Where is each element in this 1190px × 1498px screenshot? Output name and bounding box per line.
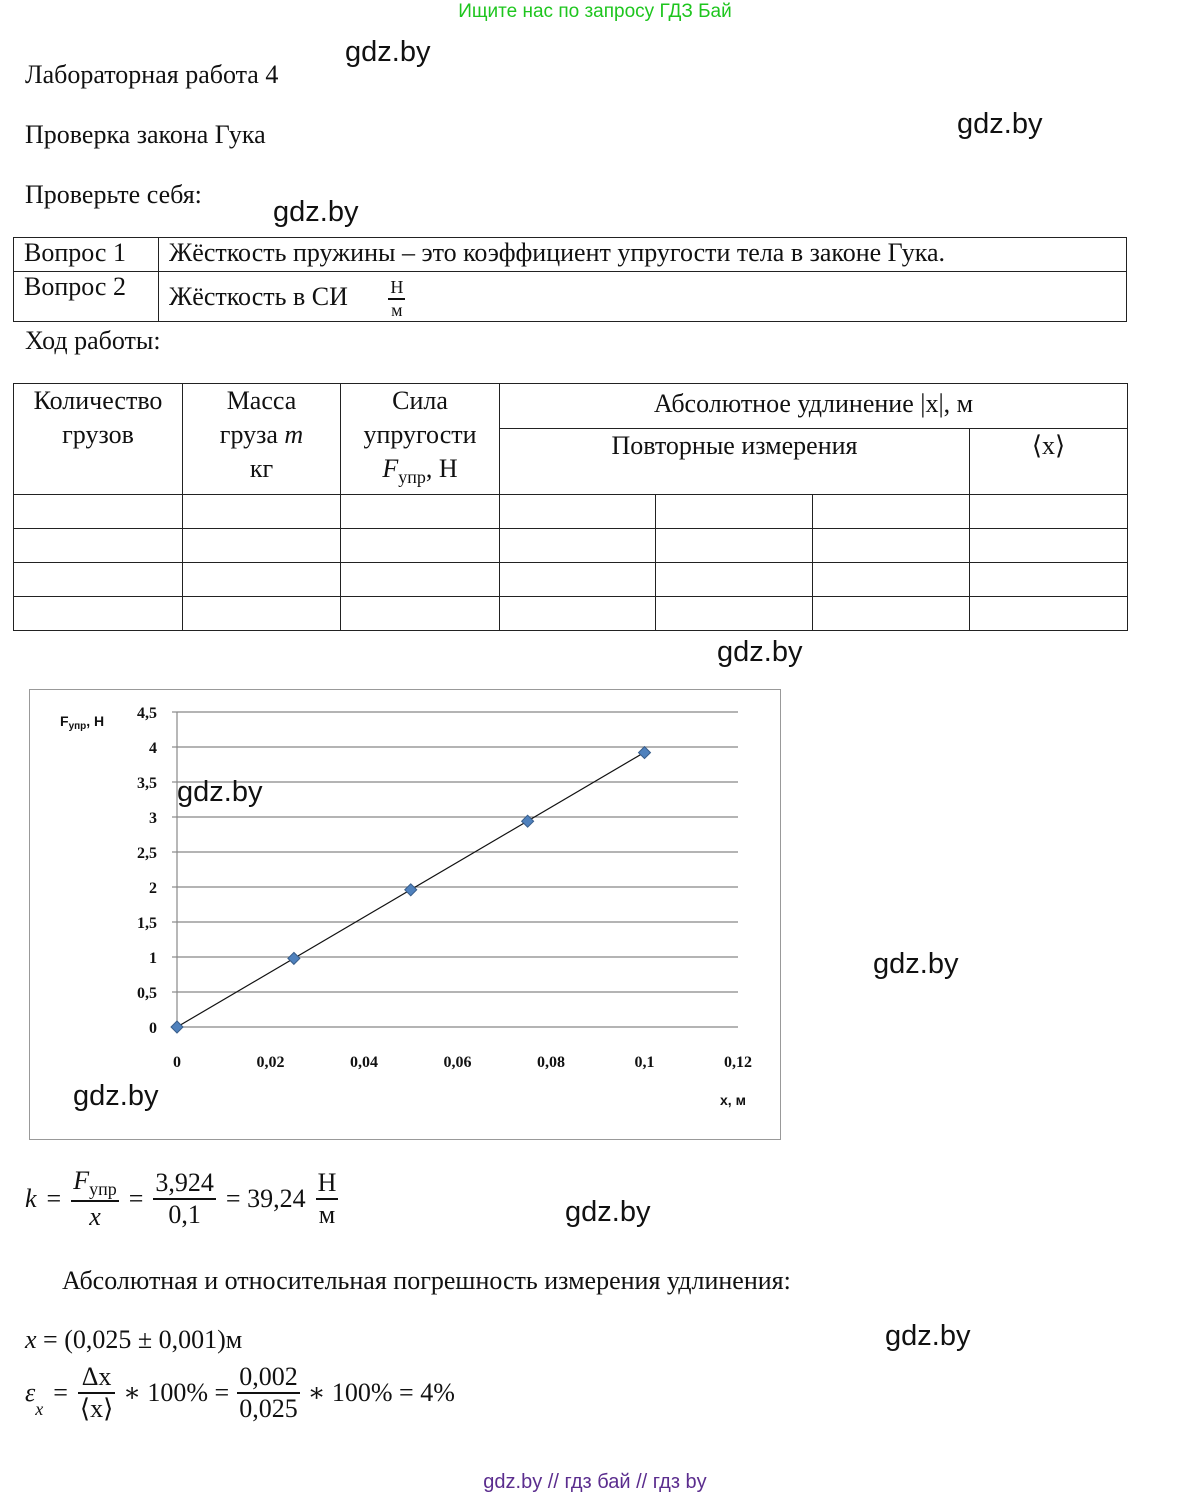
header-mass-unit: кг <box>249 454 274 483</box>
unit-fraction <box>388 277 405 321</box>
header-count-line2: грузов <box>62 420 134 449</box>
watermark: gdz.by <box>73 1080 159 1112</box>
table-cell[interactable] <box>813 563 970 597</box>
data-point <box>405 884 417 896</box>
check-label: Проверьте себя: <box>25 180 202 209</box>
fraction-f-x <box>71 1166 119 1232</box>
y-tick-label: 0,5 <box>137 985 157 1002</box>
question-answer: Жёсткость в СИ <box>169 282 348 311</box>
table-cell[interactable] <box>656 563 813 597</box>
watermark: gdz.by <box>873 948 959 980</box>
measurement-table <box>13 383 1128 631</box>
formula-k <box>25 1166 338 1232</box>
table-row <box>14 563 1128 597</box>
table-cell[interactable] <box>500 597 656 631</box>
y-tick-label: 1 <box>149 950 157 967</box>
header-mass-symbol: m <box>284 420 304 449</box>
table-cell[interactable] <box>970 495 1128 529</box>
header-elongation: Абсолютное удлинение |x|, м <box>500 384 1128 429</box>
f-sub: упр <box>89 1179 117 1200</box>
watermark: gdz.by <box>885 1320 971 1352</box>
dx: Δx <box>78 1362 115 1394</box>
eps-sub: x <box>35 1399 44 1419</box>
unit-numerator: Н <box>388 277 405 300</box>
y-tick-label: 4 <box>149 740 157 757</box>
x-tick-label: 0,08 <box>537 1054 565 1071</box>
footer-links[interactable]: gdz.by // гдз бай // гдз by <box>483 1471 707 1493</box>
result: ∗ 100% = 4% <box>307 1378 455 1407</box>
table-cell[interactable] <box>813 495 970 529</box>
fraction-values <box>237 1362 300 1424</box>
table-cell[interactable] <box>14 597 183 631</box>
question-answer-cell <box>159 272 1127 322</box>
watermark: gdz.by <box>345 36 431 68</box>
header-force-symbol: F <box>382 454 399 483</box>
error-title: Абсолютная и относительная погрешность измерения удлинения: <box>62 1266 791 1295</box>
numerator: 0,002 <box>237 1362 300 1394</box>
table-cell[interactable] <box>813 529 970 563</box>
x-tick-label: 0,06 <box>443 1054 472 1071</box>
result: = 39,24 <box>225 1184 306 1214</box>
denominator: 0,1 <box>168 1200 201 1230</box>
page-subtitle: Проверка закона Гука <box>25 120 266 149</box>
procedure-label: Ход работы: <box>25 326 161 355</box>
x-tick-label: 0 <box>173 1054 181 1071</box>
unit-denominator: м <box>391 300 403 321</box>
k-symbol: k <box>25 1184 37 1214</box>
table-row <box>14 529 1128 563</box>
tick-layer <box>137 705 752 1071</box>
formula-eps <box>25 1362 455 1424</box>
header-force-line1: Сила <box>392 386 448 415</box>
watermark: gdz.by <box>717 636 803 668</box>
table-cell[interactable] <box>500 495 656 529</box>
y-tick-label: 2 <box>149 880 157 897</box>
questions-table <box>13 237 1127 322</box>
table-cell[interactable] <box>183 529 341 563</box>
x-axis-label: x, м <box>720 1092 746 1108</box>
equals: = <box>53 1378 68 1407</box>
y-tick-label: 2,5 <box>137 845 157 862</box>
x-symbol: x <box>89 1202 101 1232</box>
equals: = <box>46 1184 62 1214</box>
unit-denominator: м <box>318 1200 336 1230</box>
watermark: gdz.by <box>177 776 263 808</box>
denominator: 0,025 <box>239 1394 298 1423</box>
f-symbol: F <box>73 1166 90 1195</box>
chart-frame <box>29 689 781 1140</box>
watermark: gdz.by <box>565 1196 651 1228</box>
watermark: gdz.by <box>273 196 359 228</box>
x-value: = (0,025 ± 0,001) <box>43 1325 226 1354</box>
unit-numerator: Н <box>316 1168 339 1200</box>
y-tick-label: 0 <box>149 1020 157 1037</box>
fraction-values <box>153 1168 216 1230</box>
table-row <box>14 495 1128 529</box>
question-answer: Жёсткость пружины – это коэффициент упругости тела в законе Гука. <box>159 238 1127 272</box>
table-cell[interactable] <box>970 597 1128 631</box>
x-tick-label: 0,1 <box>634 1054 655 1071</box>
table-cell[interactable] <box>656 495 813 529</box>
y-tick-label: 3 <box>149 810 157 827</box>
table-cell[interactable] <box>500 563 656 597</box>
x-tick-label: 0,02 <box>256 1054 285 1071</box>
table-cell[interactable] <box>183 563 341 597</box>
header-mass <box>183 384 341 495</box>
y-axis-label: $F_{упр}$, Н <box>60 713 105 732</box>
times-100: ∗ 100% = <box>123 1378 230 1407</box>
header-force <box>341 384 500 495</box>
question-label: Вопрос 2 <box>14 272 159 322</box>
y-tick-label: 1,5 <box>137 915 157 932</box>
table-cell[interactable] <box>813 597 970 631</box>
table-cell[interactable] <box>656 529 813 563</box>
x-symbol: x <box>25 1325 37 1354</box>
numerator: 3,924 <box>153 1168 216 1200</box>
table-cell[interactable] <box>14 529 183 563</box>
formula-x <box>25 1325 242 1355</box>
table-cell[interactable] <box>14 563 183 597</box>
equals: = <box>128 1184 144 1214</box>
y-tick-label: 3,5 <box>137 775 157 792</box>
table-cell[interactable] <box>341 563 500 597</box>
x-unit: м <box>225 1325 243 1354</box>
data-point <box>288 952 300 964</box>
question-label: Вопрос 1 <box>14 238 159 272</box>
header-mass-line1: Масса <box>226 386 297 415</box>
table-cell[interactable] <box>183 495 341 529</box>
data-point <box>171 1021 183 1033</box>
watermark: gdz.by <box>957 108 1043 140</box>
header-repeated: Повторные измерения <box>500 429 970 495</box>
x-tick-label: 0,04 <box>350 1054 378 1071</box>
page-title: Лабораторная работа 4 <box>25 60 279 89</box>
data-point <box>639 747 651 759</box>
header-mean: ⟨x⟩ <box>970 429 1128 495</box>
table-cell[interactable] <box>500 529 656 563</box>
table-cell[interactable] <box>656 597 813 631</box>
fraction-dx <box>78 1362 115 1424</box>
header-mass-line2: груза <box>219 420 278 449</box>
table-cell[interactable] <box>970 563 1128 597</box>
top-banner[interactable]: Ищите нас по запросу ГДЗ Бай <box>458 1 732 22</box>
eps-symbol: ε <box>25 1378 36 1407</box>
table-cell[interactable] <box>14 495 183 529</box>
header-force-line2: упругости <box>363 420 477 449</box>
table-cell[interactable] <box>970 529 1128 563</box>
header-force-sub: упр <box>398 467 426 488</box>
unit-fraction <box>316 1168 339 1230</box>
table-cell[interactable] <box>183 597 341 631</box>
header-count-line1: Количество <box>33 386 163 415</box>
mean-x: ⟨x⟩ <box>79 1394 114 1423</box>
table-row <box>14 597 1128 631</box>
header-force-unit: , Н <box>425 454 458 483</box>
table-cell[interactable] <box>341 597 500 631</box>
y-tick-label: 4,5 <box>137 705 157 722</box>
table-cell[interactable] <box>341 529 500 563</box>
hooke-chart <box>30 690 780 1139</box>
x-tick-label: 0,12 <box>724 1054 752 1071</box>
table-cell[interactable] <box>341 495 500 529</box>
header-count <box>14 384 183 495</box>
